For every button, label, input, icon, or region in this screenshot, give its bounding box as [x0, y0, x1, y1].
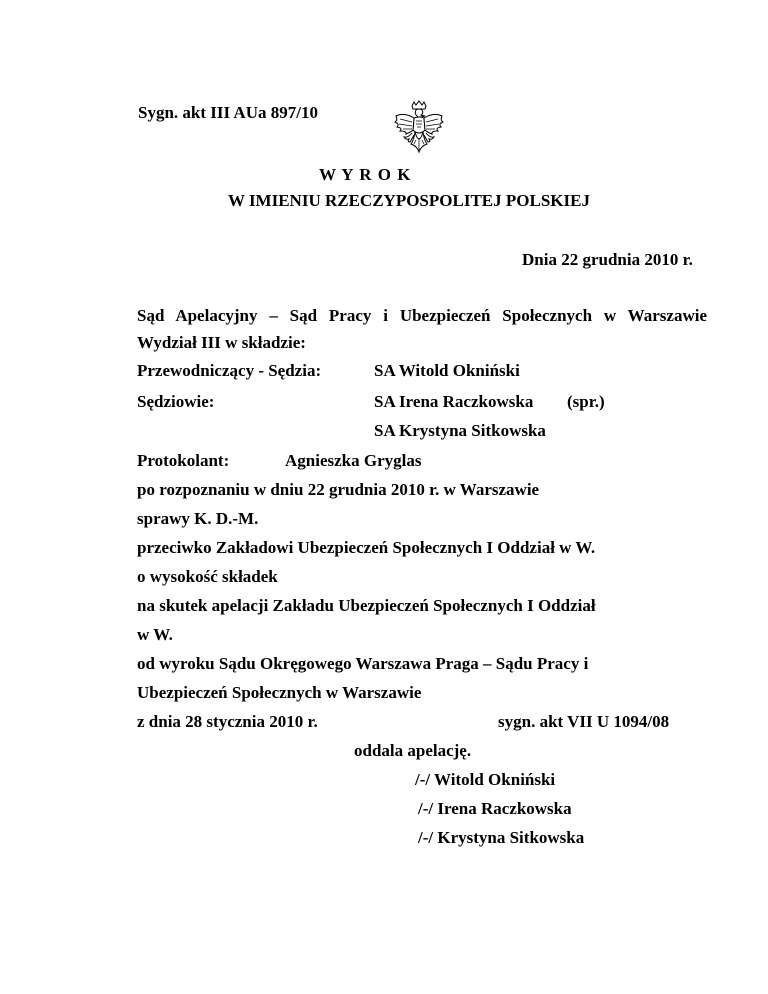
body-line-8: Ubezpieczeń Społecznych w Warszawie — [137, 683, 422, 702]
court-name-line: Sąd Apelacyjny – Sąd Pracy i Ubezpieczeń Społecznych w Warszawie — [137, 306, 707, 325]
body-line-7: od wyroku Sądu Okręgowego Warszawa Praga – Sądu Pracy i — [137, 654, 589, 673]
body-line-2: sprawy K. D.-M. — [137, 509, 259, 528]
judge-1-rapporteur-note: (spr.) — [567, 392, 605, 411]
signature-1: /-/ Witold Okniński — [415, 770, 556, 789]
judge-1-name: SA Irena Raczkowska — [374, 392, 534, 411]
body-line-5: na skutek apelacji Zakładu Ubezpieczeń Społecznych I Oddział — [137, 596, 596, 615]
clerk-name: Agnieszka Gryglas — [285, 451, 422, 470]
verdict-date: Dnia 22 grudnia 2010 r. — [522, 250, 693, 269]
court-division-line: Wydział III w składzie: — [137, 333, 306, 352]
presiding-judge-name: SA Witold Okniński — [374, 361, 520, 380]
body-line-1: po rozpoznaniu w dniu 22 grudnia 2010 r. w Warszawie — [137, 480, 540, 499]
body-line-4: o wysokość składek — [137, 567, 278, 586]
presiding-label: Przewodniczący - Sędzia: — [137, 361, 322, 380]
signature-3: /-/ Krystyna Sitkowska — [418, 828, 585, 847]
body-line-3: przeciwko Zakładowi Ubezpieczeń Społecznych I Oddział w W. — [137, 538, 596, 557]
signature-2: /-/ Irena Raczkowska — [418, 799, 572, 818]
judges-label: Sędziowie: — [137, 392, 215, 411]
body-line-9-reference: sygn. akt VII U 1094/08 — [498, 712, 670, 731]
polish-eagle-emblem-icon — [392, 100, 446, 158]
body-line-6: w W. — [137, 625, 173, 644]
judge-2-name: SA Krystyna Sitkowska — [374, 421, 546, 440]
ruling-text: oddala apelację. — [354, 741, 472, 760]
verdict-subtitle: W IMIENIU RZECZYPOSPOLITEJ POLSKIEJ — [228, 191, 590, 210]
verdict-title: W Y R O K — [319, 165, 412, 184]
clerk-label: Protokolant: — [137, 451, 230, 470]
body-line-9-date: z dnia 28 stycznia 2010 r. — [137, 712, 318, 731]
case-number: Sygn. akt III AUa 897/10 — [138, 103, 318, 122]
